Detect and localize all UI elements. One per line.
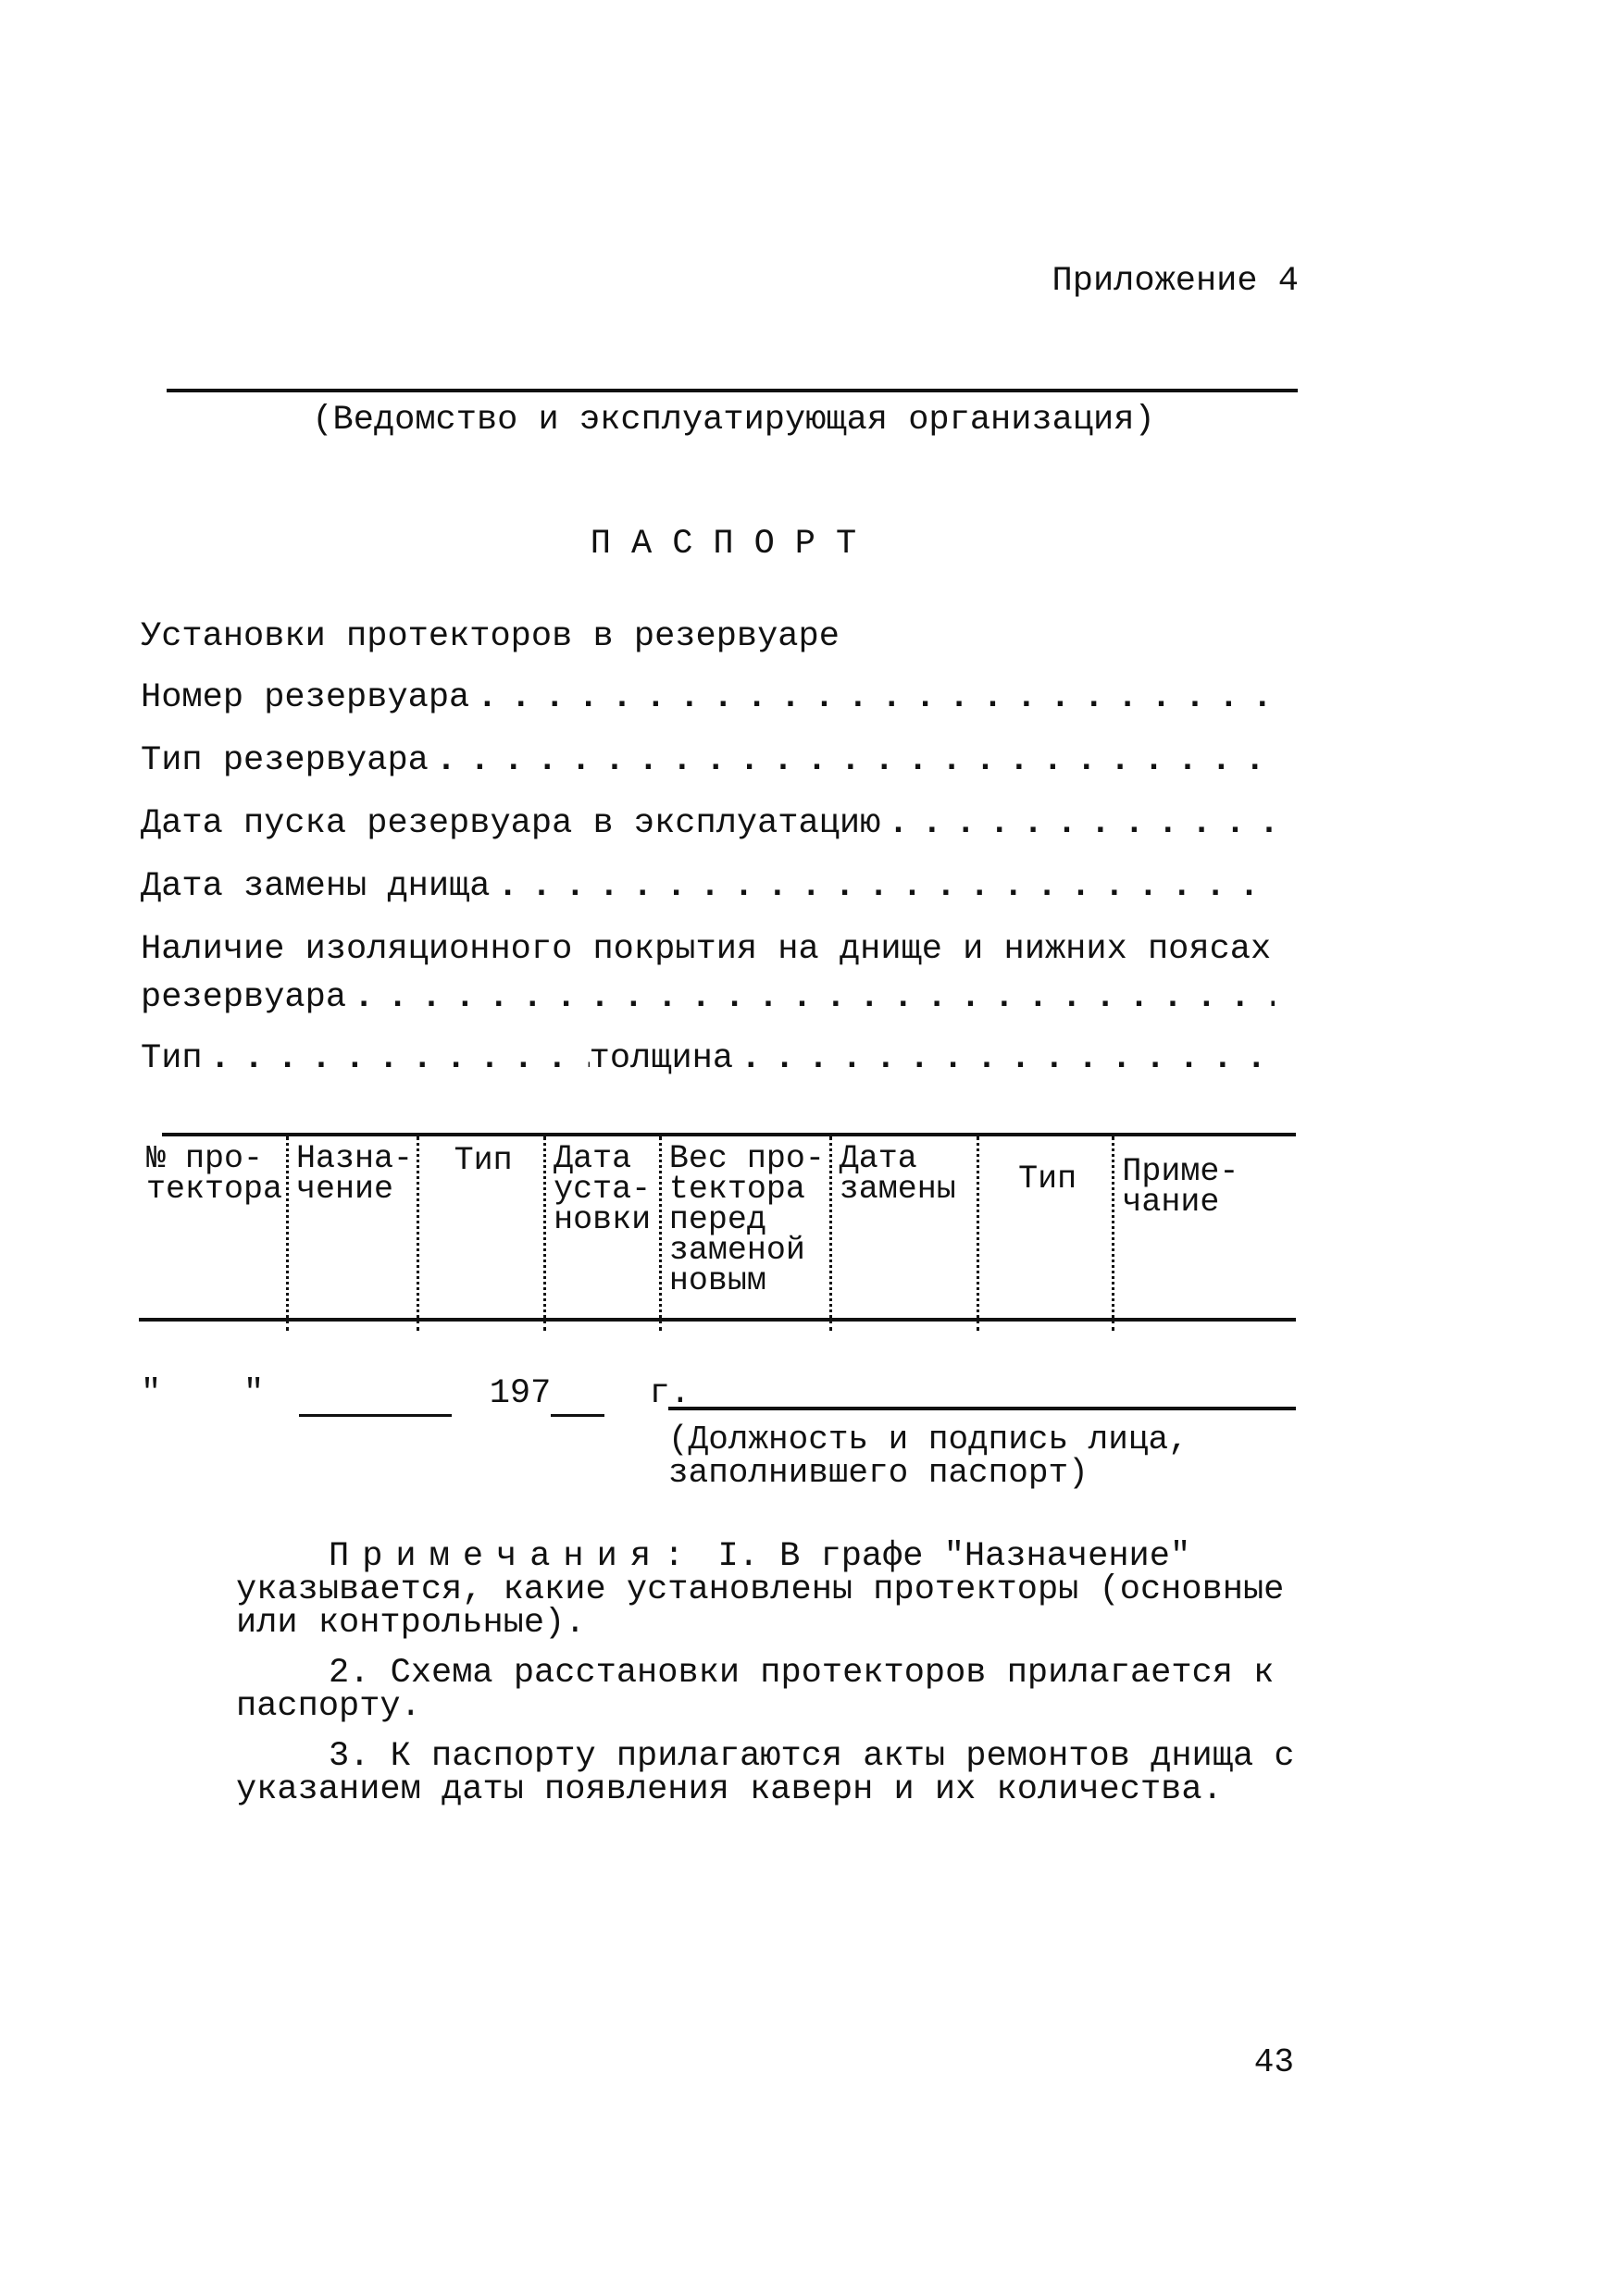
quote-open: " [141,1374,162,1413]
signature-line [668,1407,1296,1410]
dotted-fill [477,677,1275,718]
appendix-label: Приложение 4 [1052,262,1299,301]
field-tank-number [141,677,1275,718]
field-label: Тип [141,1039,203,1078]
dotted-fill [888,803,1275,844]
page-number: 43 [1253,2043,1294,2081]
notes-section [236,1537,1310,1823]
field-label: Дата замены днища [141,867,491,906]
document-subtitle: Установки протекторов в резервуаре [141,617,840,656]
column-header: Дата замены [830,1136,977,1331]
field-coating-label: Наличие изоляционного покрытия на днище и нижних поясах [141,930,1272,969]
protector-table [139,1136,1296,1331]
column-header: Приме- чание [1114,1136,1296,1331]
field-type-thickness [141,1038,1275,1079]
year-blank [551,1373,604,1417]
year-suffix: г. [649,1374,691,1413]
dotted-fill [741,1038,1275,1079]
note-item [236,1537,1310,1643]
column-header: № про- тектора [146,1140,283,1208]
field-coating [141,977,1275,1018]
organization-caption: (Ведомство и эксплуатирующая организация) [312,401,1155,440]
field-start-date [141,803,1275,844]
notes-heading: Примечания: [329,1537,698,1576]
dotted-fill [354,977,1275,1018]
field-label: резервуара [141,978,347,1017]
day-month-blank [299,1373,452,1417]
table-bottom-rule [139,1318,1296,1322]
date-line [141,1373,691,1417]
field-label: Дата пуска резервуара в эксплуатацию [141,804,881,843]
column-header: Тип [977,1136,1114,1331]
field-tank-type [141,740,1275,781]
field-label: толщина [589,1039,734,1078]
dotted-fill [497,866,1275,907]
organization-line [167,389,1298,392]
field-label: Тип резервуара [141,741,429,780]
note-item: 3. К паспорту прилагаются акты ремонтов днища с указанием даты появления каверн и их количества. [236,1737,1295,1809]
field-label: Номер резервуара [141,678,470,717]
year-prefix: 197 [489,1374,552,1413]
table-header-row [139,1136,1296,1331]
column-header: Вес про- tектора перед заменой новым [660,1136,830,1331]
quote-close: " [243,1374,265,1413]
column-header: Назна- чение [288,1136,418,1331]
note-text: I. В графе "Назначение" указывается, какие установлены протекторы (основные или контрольные). [236,1537,1285,1643]
document-title: ПАСПОРТ [590,525,877,564]
column-header: Тип [418,1136,545,1331]
note-item: 2. Схема расстановки протекторов прилагается к паспорту. [236,1654,1275,1726]
dotted-fill [436,740,1275,781]
column-header: Дата уста- новки [545,1136,661,1331]
dotted-fill [210,1038,590,1079]
signature-caption: (Должность и подпись лица, заполнившего паспорт) [668,1421,1189,1492]
field-bottom-replacement-date [141,866,1275,907]
